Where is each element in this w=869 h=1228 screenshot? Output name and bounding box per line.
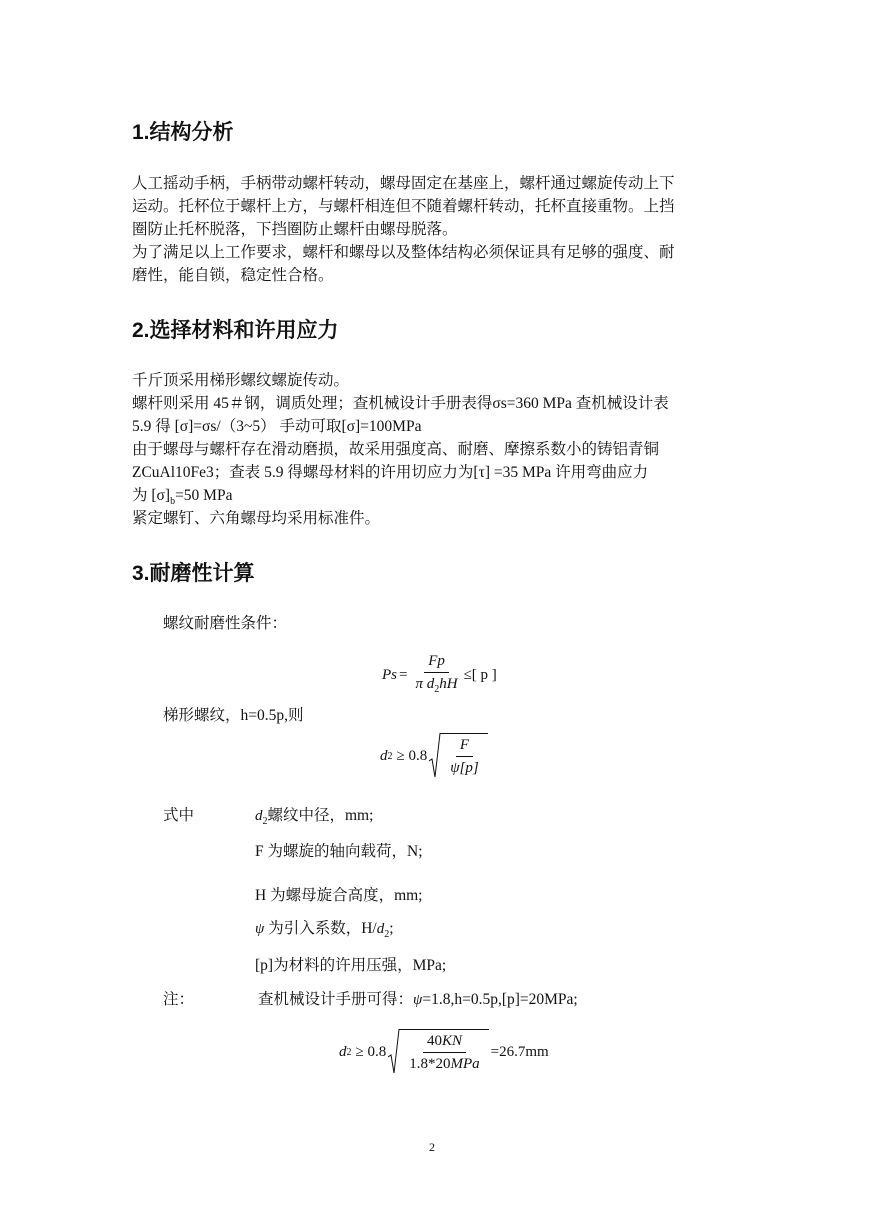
diameter-formula: d 2 ≥ 0.8 $\frac{F}{\psi[p]}$ (380, 733, 488, 779)
def-psi: ψ 为引入系数，$H/d_2$; (255, 920, 394, 941)
trapezoid-line: 梯形螺纹，h=0.5p,则 (163, 707, 304, 724)
where-label: 式中 (163, 807, 195, 824)
s1-line-2: 运动。托杯位于螺杆上方，与螺杆相连但不随着螺杆转动，托杯直接重物。上挡 (132, 198, 675, 215)
s1-line-1: 人工摇动手柄，手柄带动螺杆转动，螺母固定在基座上，螺杆通过螺旋传动上下 (132, 175, 675, 192)
s2-line-3: 5.9 得 [σ]=σs/（3~5） 手动可取[σ]=100MPa (132, 418, 422, 435)
s2-line-1: 千斤顶采用梯形螺纹螺旋传动。 (132, 372, 350, 389)
s1-line-3: 圈防止托杯脱落，下挡圈防止螺杆由螺母脱落。 (132, 221, 458, 238)
wear-formula: Ps = $\frac{Fp}{\pi d_2hH}$ ≤[ p ] (382, 653, 497, 695)
wear-condition-label: 螺纹耐磨性条件： (163, 615, 288, 632)
def-p: [p]为材料的许用压强，MPa; (255, 957, 447, 974)
s2-bending-stress: 为 $[\sigma]_b=50$ MPa (132, 487, 233, 508)
note-label: 注： (163, 991, 195, 1008)
s1-line-5: 磨性，能自锁，稳定性合格。 (132, 267, 334, 284)
s2-line-4: 由于螺母与螺杆存在滑动磨损，故采用强度高、耐磨、摩擦系数小的铸铝青铜 (132, 441, 660, 458)
def-H: H 为螺母旋合高度，mm; (255, 887, 423, 904)
s1-line-4: 为了满足以上工作要求，螺杆和螺母以及整体结构必须保证具有足够的强度、耐 (132, 244, 675, 261)
page-number: 2 (429, 1140, 435, 1154)
s2-line-6: 紧定螺钉、六角螺母均采用标准件。 (132, 510, 381, 527)
diameter-result-formula: d 2 ≥ 0.8 $\frac{40KN}{\text{1.8*20MPa}}$ =26.7mm (339, 1029, 549, 1075)
section-3-title: 3.耐磨性计算 (132, 562, 255, 585)
def-F: F 为螺旋的轴向载荷，N; (255, 843, 423, 860)
section-2-title: 2.选择材料和许用应力 (132, 319, 339, 342)
section-1-title: 1.结构分析 (132, 121, 234, 144)
def-d2: $d_2$螺纹中径，mm; (255, 807, 374, 828)
s2-line-5: ZCuAl10Fe3；查表 5.9 得螺母材料的许用切应力为[τ] =35 MPa 许用弯曲应力 (132, 464, 649, 481)
s2-line-2: 螺杆则采用 45＃钢，调质处理；查机械设计手册表得σs=360 MPa 查机械设计表 (132, 395, 669, 412)
note-text: 查机械设计手册可得：ψ=1.8,h=0.5p,[p]=20MPa; (258, 991, 578, 1008)
